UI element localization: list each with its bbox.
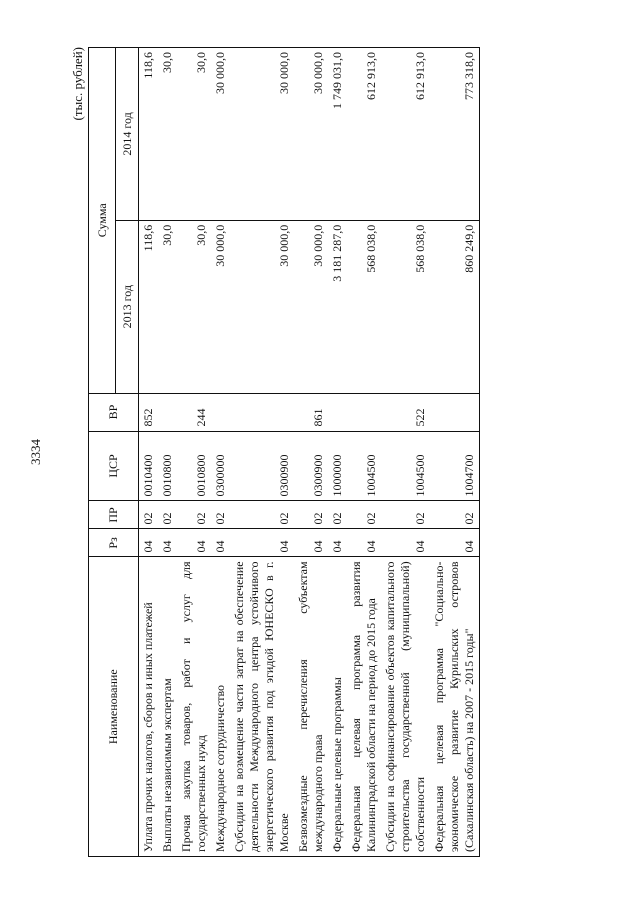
table-row (177, 48, 211, 857)
table-row (347, 48, 381, 857)
row-vr: 852 (139, 393, 159, 431)
row-vr: 861 (294, 393, 328, 431)
row-sum-2014: 30,0 (158, 48, 177, 221)
row-name: Выплаты независимым экспертам (158, 557, 177, 857)
table-row (230, 48, 294, 857)
row-sum-2014: 773 318,0 (430, 48, 480, 221)
table-row (211, 48, 230, 857)
row-sum-2013: 3 181 287,0 (328, 220, 347, 393)
row-rz: 04 (381, 529, 430, 557)
row-rz: 04 (211, 529, 230, 557)
row-name: Федеральная целевая программа "Социально-экономическое развитие Курильских островов (Сахалинская область) на 2007 - 2015 годы" (430, 557, 480, 857)
row-vr: 244 (177, 393, 211, 431)
row-name: Прочая закупка товаров, работ и услуг для государственных нужд (177, 557, 211, 857)
header-pr: ПР (89, 501, 139, 529)
table-row (158, 48, 177, 857)
row-name: Федеральная целевая программа развития Калининградской области на период до 2015 года (347, 557, 381, 857)
table-body (139, 48, 480, 857)
header-sum: Сумма (89, 48, 116, 394)
row-sum-2014: 30 000,0 (211, 48, 230, 221)
row-sum-2014: 612 913,0 (381, 48, 430, 221)
row-pr: 02 (381, 501, 430, 529)
row-rz: 04 (328, 529, 347, 557)
row-sum-2014: 30,0 (177, 48, 211, 221)
row-csr: 1004700 (430, 431, 480, 501)
row-csr: 0300900 (230, 431, 294, 501)
row-pr: 02 (211, 501, 230, 529)
row-rz: 04 (158, 529, 177, 557)
budget-table (88, 47, 480, 857)
row-sum-2013: 568 038,0 (381, 220, 430, 393)
row-vr (430, 393, 480, 431)
row-pr: 02 (230, 501, 294, 529)
row-sum-2013: 30,0 (177, 220, 211, 393)
header-2014: 2014 год (116, 48, 139, 221)
row-sum-2014: 30 000,0 (230, 48, 294, 221)
row-csr: 0010800 (177, 431, 211, 501)
row-name: Федеральные целевые программы (328, 557, 347, 857)
row-rz: 04 (294, 529, 328, 557)
header-2013: 2013 год (116, 220, 139, 393)
table-row (139, 48, 159, 857)
table-row (430, 48, 480, 857)
row-rz: 04 (347, 529, 381, 557)
row-vr (347, 393, 381, 431)
row-sum-2013: 860 249,0 (430, 220, 480, 393)
row-sum-2013: 30 000,0 (230, 220, 294, 393)
row-csr: 0300900 (294, 431, 328, 501)
row-rz: 04 (177, 529, 211, 557)
page-number: 3334 (28, 439, 43, 465)
row-sum-2014: 118,6 (139, 48, 159, 221)
row-sum-2013: 30,0 (158, 220, 177, 393)
header-name: Наименование (89, 557, 139, 857)
header-rz: Рз (89, 529, 139, 557)
row-pr: 02 (430, 501, 480, 529)
row-pr: 02 (347, 501, 381, 529)
row-pr: 02 (139, 501, 159, 529)
row-pr: 02 (294, 501, 328, 529)
table-row (381, 48, 430, 857)
row-csr: 1004500 (347, 431, 381, 501)
row-sum-2013: 568 038,0 (347, 220, 381, 393)
row-pr: 02 (158, 501, 177, 529)
row-name: Безвозмездные перечисления субъектам международного права (294, 557, 328, 857)
row-sum-2014: 1 749 031,0 (328, 48, 347, 221)
header-csr: ЦСР (89, 431, 139, 501)
row-vr (328, 393, 347, 431)
row-sum-2013: 118,6 (139, 220, 159, 393)
row-name: Субсидии на возмещение части затрат на обеспечение деятельности Международного центра устойчивого энергетического развития под эгидой ЮНЕСКО в г. Москве (230, 557, 294, 857)
units-label: (тыс. рублей) (70, 47, 85, 121)
row-vr (211, 393, 230, 431)
row-rz: 04 (139, 529, 159, 557)
row-csr: 1004500 (381, 431, 430, 501)
row-sum-2014: 612 913,0 (347, 48, 381, 221)
table-row (294, 48, 328, 857)
row-rz: 04 (430, 529, 480, 557)
row-rz: 04 (230, 529, 294, 557)
budget-table-page (70, 47, 570, 857)
row-name: Субсидии на софинансирование объектов капитального строительства государственной (муниципальной) собственности (381, 557, 430, 857)
row-name: Уплата прочих налогов, сборов и иных платежей (139, 557, 159, 857)
row-name: Международное сотрудничество (211, 557, 230, 857)
row-sum-2013: 30 000,0 (211, 220, 230, 393)
row-csr: 0010800 (158, 431, 177, 501)
row-csr: 0010400 (139, 431, 159, 501)
header-vr: ВР (89, 393, 139, 431)
row-vr (158, 393, 177, 431)
row-sum-2014: 30 000,0 (294, 48, 328, 221)
row-vr (230, 393, 294, 431)
row-csr: 0300000 (211, 431, 230, 501)
row-csr: 1000000 (328, 431, 347, 501)
row-pr: 02 (328, 501, 347, 529)
row-pr: 02 (177, 501, 211, 529)
row-sum-2013: 30 000,0 (294, 220, 328, 393)
table-row (328, 48, 347, 857)
row-vr: 522 (381, 393, 430, 431)
